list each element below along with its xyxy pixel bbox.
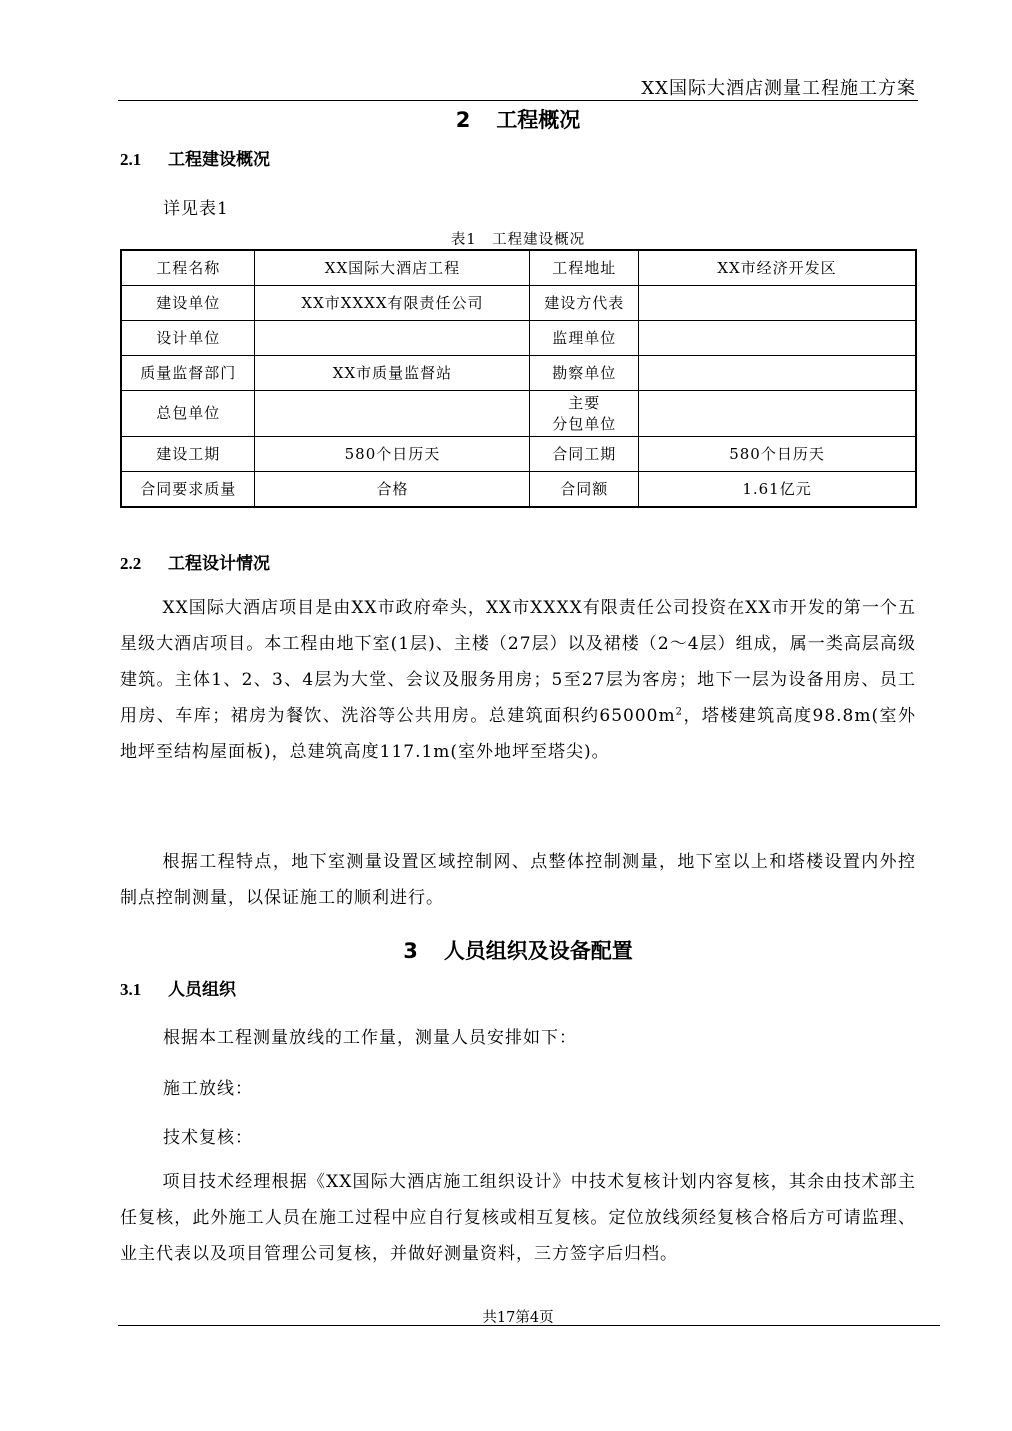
table-cell: 工程地址 xyxy=(530,250,639,286)
table-cell: XX国际大酒店工程 xyxy=(255,250,530,286)
table-cell: 建设方代表 xyxy=(530,286,639,321)
design-paragraph-text-b: ，塔楼建筑高度98.8m(室外地坪至结构屋面板)，总建筑高度117.1m(室外地坪至塔尖)。 xyxy=(120,706,916,762)
table-cell xyxy=(639,321,916,356)
design-paragraph xyxy=(120,590,916,770)
staff-item-review: 技术复核： xyxy=(163,1128,253,1148)
subsection-2-1-number: 2.1 xyxy=(120,150,142,169)
running-header: XX国际大酒店测量工程施工方案 xyxy=(641,78,916,99)
table-cell xyxy=(639,356,916,391)
table-row xyxy=(121,250,916,286)
section-2-heading xyxy=(120,104,916,134)
table-row xyxy=(121,391,916,437)
table-cell: XX市质量监督站 xyxy=(255,356,530,391)
table-row xyxy=(121,437,916,472)
table-cell: 合同要求质量 xyxy=(121,472,255,508)
table-cell xyxy=(639,286,916,321)
table-row xyxy=(121,356,916,391)
table-cell: 质量监督部门 xyxy=(121,356,255,391)
table-cell xyxy=(639,391,916,437)
cell-line: 分包单位 xyxy=(552,414,617,433)
subsection-2-2-title: 工程设计情况 xyxy=(168,554,270,574)
footer-rule xyxy=(118,1325,940,1326)
table-cell: 建设单位 xyxy=(121,286,255,321)
section-2-title: 工程概况 xyxy=(496,108,581,132)
table-cell xyxy=(255,391,530,437)
control-paragraph: 根据工程特点，地下室测量设置区域控制网、点整体控制测量，地下室以上和塔楼设置内外控制点控制测量，以保证施工的顺利进行。 xyxy=(120,852,916,908)
table-row xyxy=(121,472,916,508)
subsection-2-2-number: 2.2 xyxy=(120,554,142,573)
table-cell: 设计单位 xyxy=(121,321,255,356)
staff-item-layout: 施工放线： xyxy=(163,1079,253,1099)
table-row xyxy=(121,286,916,321)
table-caption: 表1 工程建设概况 xyxy=(450,232,586,248)
subsection-2-1-heading xyxy=(120,145,270,170)
section-3-title: 人员组织及设备配置 xyxy=(443,939,633,963)
subsection-3-1-number: 3.1 xyxy=(120,980,142,999)
table-cell: 合同工期 xyxy=(530,437,639,472)
table-cell: 监理单位 xyxy=(530,321,639,356)
design-paragraph-text-a: XX国际大酒店项目是由XX市政府牵头，XX市XXXX有限责任公司投资在XX市开发的第一个五星级大酒店项目。本工程由地下室(1层)、主楼（27层）以及裙楼（2～4层）组成，属一类高层高级建筑。主体1、2、3、4层为大堂、会议及服务用房；5至27层为客房；地下一层为设备用房、员工用房、车库；裙房为餐饮、洗浴等公共用房。总建筑面积约65000m xyxy=(120,598,916,726)
table-cell: 勘察单位 xyxy=(530,356,639,391)
table-cell: 合格 xyxy=(255,472,530,508)
subsection-2-2-heading xyxy=(120,549,270,574)
subsection-2-1-title: 工程建设概况 xyxy=(168,150,270,170)
table-cell: 工程名称 xyxy=(121,250,255,286)
table-cell: 580个日历天 xyxy=(255,437,530,472)
cell-line: 主要 xyxy=(568,393,601,412)
table-reference: 详见表1 xyxy=(163,199,229,219)
section-3-heading xyxy=(120,935,916,965)
table-cell: 580个日历天 xyxy=(639,437,916,472)
table-row xyxy=(121,321,916,356)
project-info-table xyxy=(120,249,917,508)
table-cell xyxy=(255,321,530,356)
section-3-number: 3 xyxy=(403,939,418,963)
superscript: 2 xyxy=(675,706,683,718)
table-cell: 1.61亿元 xyxy=(639,472,916,508)
section-2-number: 2 xyxy=(455,108,471,132)
table-cell xyxy=(530,391,639,437)
header-rule xyxy=(118,100,918,101)
page-number: 共17第4页 xyxy=(482,1310,554,1326)
review-paragraph: 项目技术经理根据《XX国际大酒店施工组织设计》中技术复核计划内容复核，其余由技术部主任复核，此外施工人员在施工过程中应自行复核或相互复核。定位放线须经复核合格后方可请监理、业主代表以及项目管理公司复核，并做好测量资料，三方签字后归档。 xyxy=(120,1172,916,1264)
table-cell: 建设工期 xyxy=(121,437,255,472)
subsection-3-1-title: 人员组织 xyxy=(168,980,236,1000)
table-cell: 合同额 xyxy=(530,472,639,508)
table-cell: 总包单位 xyxy=(121,391,255,437)
subsection-3-1-heading xyxy=(120,975,236,1000)
table-cell: XX市经济开发区 xyxy=(639,250,916,286)
staffing-intro: 根据本工程测量放线的工作量，测量人员安排如下： xyxy=(163,1028,577,1048)
table-cell: XX市XXXX有限责任公司 xyxy=(255,286,530,321)
